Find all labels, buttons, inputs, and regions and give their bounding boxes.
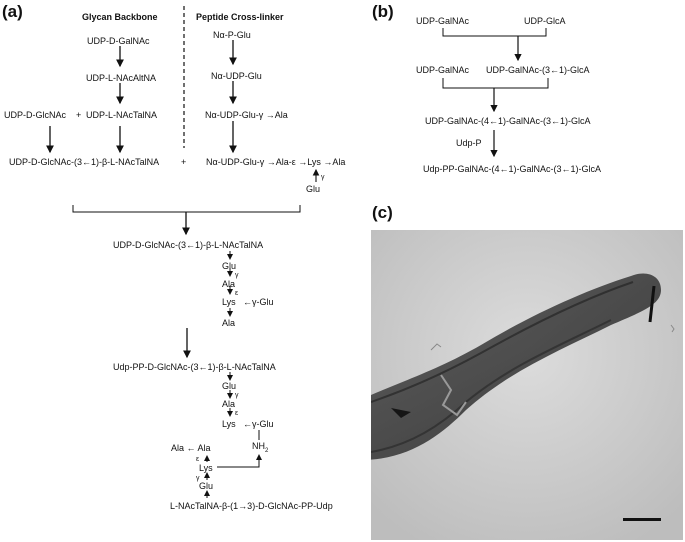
product2-lys: Lys [222,419,236,429]
glycan-column-title: Glycan Backbone [82,12,158,22]
product2-gamma2: γ [196,475,200,482]
plus-sign: + [76,110,82,120]
product2-glu2: Glu [199,481,214,491]
product2-yglu: ←γ-Glu [243,419,274,429]
plus-sign-2: + [181,157,187,167]
b-udp-p: Udp-P [456,138,482,148]
product1-glu: Glu [222,261,237,271]
b-udp-galnac-2: UDP-GalNAc [416,65,470,75]
product1-yglu: ←γ-Glu [243,297,274,307]
product2-lys2: Lys [199,463,213,473]
glcnac-substrate: UDP-D-GlcNAc [4,110,66,120]
product2-epsilon2: ε [196,456,200,463]
product2-ala: Ala [222,399,236,409]
product2-bottom-chain: L-NAcTalNA-β-(1→3)-D-GlcNAc-PP-Udp [170,501,333,511]
product2-gamma: γ [235,392,239,399]
b-disaccharide: UDP-GalNAc-(3←1)-GlcA [486,65,590,75]
product1-epsilon: ε [235,290,239,297]
product1-lys: Lys [222,297,236,307]
glycan-step-3: UDP-L-NAcTalNA [86,110,158,120]
product2-ala-left: Ala ← Ala [171,443,211,453]
b-udp-glca: UDP-GlcA [524,16,566,26]
micrograph-image [371,230,683,540]
product1-ala: Ala [222,279,236,289]
peptide-step-3: Nα-UDP-Glu-γ →Ala [205,110,288,120]
nh2-text: NH [252,441,265,451]
b-final-product: Udp-PP-GalNAc-(4←1)-GalNAc-(3←1)-GlcA [423,164,602,174]
merged-glycan: UDP-D-GlcNAc-(3←1)-β-L-NAcTalNA [9,157,160,167]
product2-glu: Glu [222,381,237,391]
panel-a-label: (a) [2,2,23,21]
product1-gamma: γ [235,272,239,279]
glu-side-chain: Glu [306,184,321,194]
product2-epsilon: ε [235,410,239,417]
glycan-step-2: UDP-L-NAcAltNA [86,73,157,83]
peptide-column-title: Peptide Cross-linker [196,12,284,22]
nh2-subscript: 2 [265,447,269,454]
b-trisaccharide: UDP-GalNAc-(4←1)-GalNAc-(3←1)-GlcA [425,116,591,126]
b-udp-galnac: UDP-GalNAc [416,16,470,26]
product1-ala2: Ala [222,318,236,328]
product2-nh2 [252,441,268,457]
product2-title: Udp-PP-D-GlcNAc-(3←1)-β-L-NAcTalNA [113,362,276,372]
electron-micrograph [371,230,683,540]
glycan-step-1: UDP-D-GalNAc [87,36,150,46]
gamma-label: γ [321,174,325,181]
peptide-step-2: Nα-UDP-Glu [211,71,262,81]
peptide-step-1: Nα-P-Glu [213,30,251,40]
scale-bar [623,518,661,521]
panel-b-label: (b) [372,2,394,21]
panel-c-label: (c) [372,203,393,222]
product1-title: UDP-D-GlcNAc-(3←1)-β-L-NAcTalNA [113,240,264,250]
merged-peptide: Nα-UDP-Glu-γ →Ala-ε →Lys →Ala [206,157,346,167]
